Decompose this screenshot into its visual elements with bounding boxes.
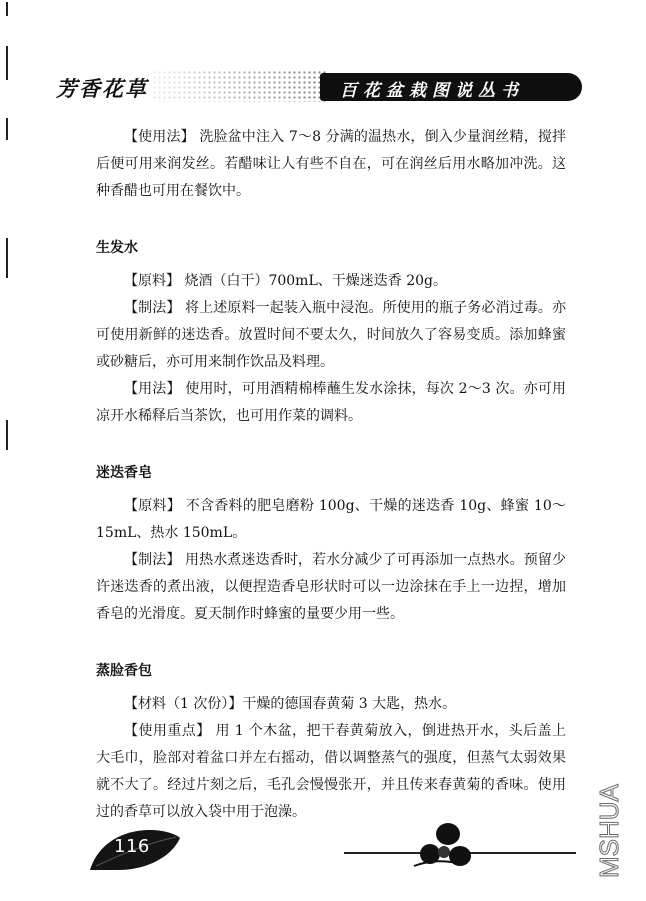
content-block <box>96 236 566 430</box>
series-title: 百花盆栽图说丛书 <box>340 81 524 101</box>
scan-edge-mark <box>6 238 8 278</box>
paragraph: 【原料】 烧酒（白干）700mL、干燥迷迭香 20g。 <box>124 273 447 289</box>
paragraph: 【使用重点】 用 1 个木盆，把干春黄菊放入，倒进热开水，头后盖上大毛巾，脸部对着盆口并左右摇动，借以调整蒸气的强度，但蒸气太弱效果就不大了。经过片刻之后，毛孔会慢慢张开，并且传来春黄菊的香味。使用过的香草可以放入袋中用于泡澡。 <box>96 723 566 820</box>
content-block <box>96 461 566 628</box>
content-block <box>96 124 566 205</box>
watermark-text: MSHUA <box>594 784 624 878</box>
header-halftone-ornament <box>152 70 327 102</box>
scan-edge-mark <box>6 420 8 450</box>
watermark <box>592 780 626 880</box>
scan-edge-mark <box>6 118 8 140</box>
paragraph: 【制法】 用热水煮迷迭香时，若水分减少了可再添加一点热水。预留少许迷迭香的煮出液，以便捏造香皂形状时可以一边涂抹在手上一边捏，增加香皂的光滑度。夏天制作时蜂蜜的量要少用一些。 <box>96 552 566 622</box>
flower-cluster-ornament <box>404 820 492 870</box>
section-heading: 迷迭香皂 <box>96 465 152 481</box>
section-heading: 生发水 <box>96 240 138 256</box>
book-title: 芳香花草 <box>56 76 148 101</box>
paragraph: 【制法】 将上述原料一起装入瓶中浸泡。所使用的瓶子务必消过毒。亦可使用新鲜的迷迭香。放置时间不要太久，时间放久了容易变质。添加蜂蜜或砂糖后，亦可用来制作饮品及料理。 <box>96 300 566 370</box>
paragraph: 【原料】 不含香料的肥皂磨粉 100g、干燥的迷迭香 10g、蜂蜜 10～15mL、热水 150mL。 <box>96 498 566 541</box>
paragraph: 【使用法】 洗脸盆中注入 7～8 分满的温热水，倒入少量润丝精，搅拌后便可用来润发丝。若醋味让人有些不自在，可在润丝后用水略加冲洗。这种香醋也可用在餐饮中。 <box>96 129 566 199</box>
page-body <box>96 124 566 826</box>
scan-edge-mark <box>6 46 8 80</box>
page-number: 116 <box>114 836 150 857</box>
scan-edge-mark <box>6 2 8 16</box>
paragraph: 【用法】 使用时，可用酒精棉棒蘸生发水涂抹，每次 2～3 次。亦可用凉开水稀释后当茶饮，也可用作菜的调料。 <box>96 381 566 424</box>
paragraph: 【材料（1 次份）】干燥的德国春黄菊 3 大匙，热水。 <box>124 696 457 712</box>
section-heading: 蒸脸香包 <box>96 663 152 679</box>
content-block <box>96 659 566 826</box>
